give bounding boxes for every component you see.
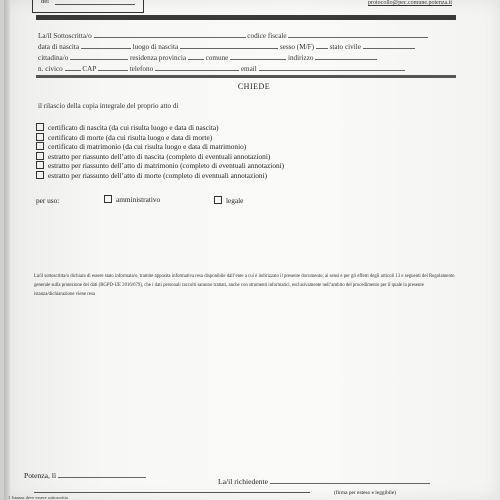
residenza-label: residenza provincia: [129, 54, 187, 62]
option-checkbox[interactable]: [36, 161, 44, 169]
email-label: email: [240, 65, 257, 73]
applicant-row-1: [38, 30, 428, 40]
cittadina-field-line: [70, 52, 128, 60]
amministrativo-checkbox[interactable]: [104, 195, 112, 203]
option-checkbox[interactable]: [36, 171, 44, 179]
stato-civile-field-line: [363, 41, 415, 49]
dal-label: del: [41, 0, 49, 5]
sesso-field-line: [316, 41, 328, 49]
indirizzo-field-line: [315, 52, 377, 60]
document-page: [4, 0, 500, 500]
privacy-statement: La/il sottoscritta/o dichiara di essere stato informata/o, tramite apposita informativa resa disponibile dall’ente a cui è indirizzato il presente documento, ai sensi e per gli effetti degli articoli 13 e seguenti del Regolamento generale sulla protezione dei dati (RGPD-UE 2016/679), che i dati personali raccolti saranno trattati, anche con strumenti informatici, esclusivamente nell’ambito del procedimento per il quale la presente istanza/dichiarazione viene resa: [34, 274, 455, 297]
option-checkbox[interactable]: [36, 142, 44, 150]
header-box: [32, 0, 144, 13]
comune-field-line: [230, 52, 286, 60]
option-row[interactable]: [36, 142, 284, 152]
email-field-line: [259, 63, 405, 71]
uso-amministrativo[interactable]: [104, 195, 160, 204]
option-label: certificato di matrimonio (da cui risulta luogo e data di matrimonio): [48, 142, 247, 152]
option-row[interactable]: [36, 171, 284, 181]
options-list: [36, 123, 284, 181]
civico-field-line: [65, 63, 81, 71]
cittadina-label: cittadina/o: [38, 54, 69, 62]
firma-note: (firma per esteso e leggibile): [334, 490, 396, 496]
data-nascita-field-line: [81, 41, 131, 49]
data-nascita-label: data di nascita: [38, 43, 80, 51]
nome-field-line: [94, 30, 246, 38]
option-row[interactable]: [36, 152, 284, 162]
applicant-row-3: [38, 52, 377, 62]
option-label: certificato di nascita (da cui risulta luogo e data di nascita): [48, 123, 219, 132]
stato-civile-label: stato civile: [329, 43, 361, 51]
luogo-nascita-field-line: [180, 41, 278, 49]
indirizzo-label: indirizzo: [287, 54, 314, 62]
cap-label: CAP: [82, 65, 97, 73]
civico-label: n. civico: [38, 65, 63, 73]
option-label: estratto per riassunto dell’atto di matrimonio (completo di eventuali annotazioni): [48, 161, 285, 171]
applicant-row-2: [38, 41, 415, 51]
applicant-row-4: [38, 63, 405, 73]
provincia-field-line: [188, 52, 204, 60]
legale-checkbox[interactable]: [214, 196, 222, 204]
codice-fiscale-field-line: [288, 30, 428, 38]
option-label: certificato di morte (da cui risulta luogo e data di morte): [48, 132, 213, 142]
uso-legale[interactable]: [214, 196, 243, 205]
option-row[interactable]: [36, 161, 284, 171]
telefono-label: telefono: [129, 65, 154, 73]
option-label: estratto per riassunto dell’atto di morte (completo di eventuali annotazioni): [48, 170, 268, 180]
comune-label: comune: [205, 54, 229, 62]
signature-field-line: [270, 476, 430, 484]
richiedente-label: La/il richiedente: [218, 477, 268, 486]
legale-label: legale: [226, 196, 244, 205]
date-field-line: [58, 470, 146, 478]
dal-field-line: [55, 4, 135, 5]
chiede-title: CHIEDE: [237, 82, 271, 91]
section-divider-bar: [36, 75, 456, 78]
pec-email: protocollo@pec.comune.potenza.it: [368, 0, 452, 6]
luogo-nascita-label: luogo di nascita: [132, 43, 179, 51]
sesso-label: sesso (M/F): [279, 43, 314, 51]
option-row[interactable]: [36, 133, 284, 143]
option-checkbox[interactable]: [36, 133, 44, 141]
page-edge-shadow: [4, 0, 10, 500]
telefono-field-line: [155, 63, 239, 71]
uso-label: per uso:: [36, 196, 60, 205]
place-label: Potenza, lì: [24, 471, 57, 480]
amministrativo-label: amministrativo: [116, 195, 161, 204]
option-checkbox[interactable]: [36, 123, 44, 131]
richiedente-row: [218, 476, 430, 486]
option-row[interactable]: [36, 123, 284, 133]
option-checkbox[interactable]: [36, 152, 44, 160]
sottoscritto-label: La/il Sottoscritta/o: [38, 32, 92, 40]
footnote: 1 Istanza deve essere sottoscritta: [8, 495, 68, 500]
chiede-intro: il rilascio della copia integrale del proprio atto di: [38, 102, 179, 110]
header-divider-bar: [36, 15, 456, 20]
option-label: estratto per riassunto dell’atto di nascita (completo di eventuali annotazioni): [48, 151, 271, 161]
cap-field-line: [98, 63, 128, 71]
footnote-divider: [34, 492, 310, 493]
place-date: [24, 470, 146, 480]
codice-fiscale-label: codice fiscale: [247, 32, 287, 40]
